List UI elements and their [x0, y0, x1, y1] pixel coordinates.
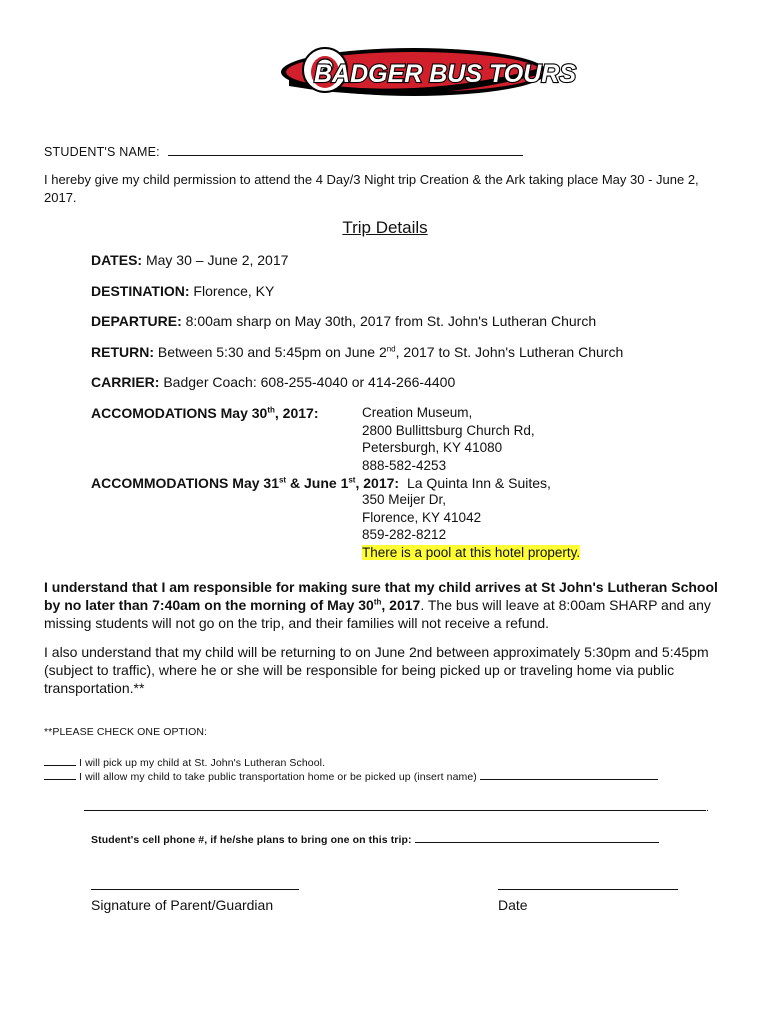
logo-text: BADGER BUS TOURS [313, 60, 577, 88]
responsibility-rest: . The bus will leave at 8:00am SHARP and any missing students will not go on the trip, and their families will not receive a refund. [44, 597, 711, 631]
cell-phone-blank[interactable] [415, 832, 659, 843]
acc2-sup1: st [278, 475, 287, 485]
option-pickup-text: I will pick up my child at St. John's Lutheran School. [79, 757, 326, 769]
carrier-label: CARRIER: [91, 374, 160, 390]
acc1-label-b: , 2017: [274, 405, 319, 421]
trip-details-title: Trip Details [342, 218, 428, 237]
dates-row [91, 251, 731, 269]
option-transport-row [44, 769, 744, 783]
dates-value: May 30 – June 2, 2017 [145, 252, 289, 268]
permission-statement: I hereby give my child permission to attend the 4 Day/3 Night trip Creation & the Ark taking place May 30 - June 2, 2017. [44, 172, 699, 205]
cell-phone-row [91, 832, 691, 846]
badger-bus-tours-logo [279, 40, 577, 108]
acc2-sup2: st [348, 475, 356, 485]
acc2-label-a: ACCOMMODATIONS May 31 [91, 475, 279, 491]
carrier-row [91, 373, 731, 391]
responsibility-sup: th [373, 597, 382, 607]
acc1-line: 2800 Bullittsburg Church Rd, [362, 422, 535, 438]
acc2-line: 350 Meijer Dr, [362, 492, 447, 507]
option-transport-text: I will allow my child to take public transportation home or be picked up (insert name) [79, 771, 477, 783]
carrier-value: Badger Coach: 608-255-4040 or 414-266-4400 [163, 374, 456, 390]
continuation-blank[interactable] [84, 800, 706, 811]
accommodations-2-address [362, 491, 682, 561]
date-blank[interactable] [498, 877, 678, 890]
departure-value: 8:00am sharp on May 30th, 2017 from St. John's Lutheran Church [185, 313, 597, 329]
accommodations-1-address [362, 404, 662, 474]
signature-label: Signature of Parent/Guardian [91, 897, 274, 913]
continuation-line-row [84, 800, 724, 814]
return-value-a: Between 5:30 and 5:45pm on June 2 [157, 344, 387, 360]
acc2-label-c: , 2017: [355, 475, 400, 491]
option-pickup-row [44, 755, 744, 769]
continuation-period: . [706, 802, 710, 814]
acc1-label-a: ACCOMODATIONS May 30 [91, 405, 268, 421]
acc1-line: Creation Museum, [362, 405, 473, 420]
acc2-line: Florence, KY 41042 [362, 509, 482, 525]
cell-phone-label: Student's cell phone #, if he/she plans to bring one on this trip: [91, 834, 412, 846]
date-label: Date [498, 897, 528, 913]
dates-label: DATES: [91, 252, 143, 268]
student-name-label: STUDENT'S NAME: [44, 145, 160, 159]
return-label: RETURN: [91, 344, 154, 360]
acc1-sup: th [267, 405, 275, 415]
return-row [91, 343, 751, 361]
return-understanding-paragraph: I also understand that my child will be returning to on June 2nd between approximately 5:30pm and 5:45pm (subject to traffic), where he or she will be responsible for being picked up or traveling home via public transportation.** [44, 644, 709, 696]
insert-name-blank[interactable] [480, 769, 658, 780]
departure-row [91, 312, 751, 330]
return-value-b: , 2017 to St. John's Lutheran Church [395, 344, 624, 360]
student-name-row [44, 143, 524, 159]
destination-row [91, 282, 731, 300]
pool-note: There is a pool at this hotel property. [362, 544, 581, 560]
student-name-blank[interactable] [168, 143, 523, 156]
acc2-label-b: & June 1 [286, 475, 349, 491]
option-transport-checkbox[interactable] [44, 769, 76, 780]
acc2-label [91, 475, 399, 491]
destination-value: Florence, KY [193, 283, 275, 299]
destination-label: DESTINATION: [91, 283, 190, 299]
responsibility-bold-a: I understand that I am responsible for making sure that my child arrives at St John's Lutheran School by no later than 7:40am on the morning of May 30 [44, 579, 718, 613]
acc1-line: 888-582-4253 [362, 457, 447, 473]
check-option-heading: **PLEASE CHECK ONE OPTION: [44, 726, 208, 738]
acc1-line: Petersburgh, KY 41080 [362, 440, 503, 455]
return-sup: nd [386, 344, 396, 354]
acc2-line: 859-282-8212 [362, 527, 447, 542]
departure-label: DEPARTURE: [91, 313, 182, 329]
responsibility-paragraph [44, 578, 724, 632]
responsibility-bold-b: , 2017 [381, 597, 421, 613]
signature-blank[interactable] [91, 877, 299, 890]
accommodations-1-label [91, 404, 361, 422]
acc2-first-line: La Quinta Inn & Suites, [406, 475, 551, 491]
option-pickup-checkbox[interactable] [44, 755, 76, 766]
accommodations-2-row [91, 474, 651, 492]
